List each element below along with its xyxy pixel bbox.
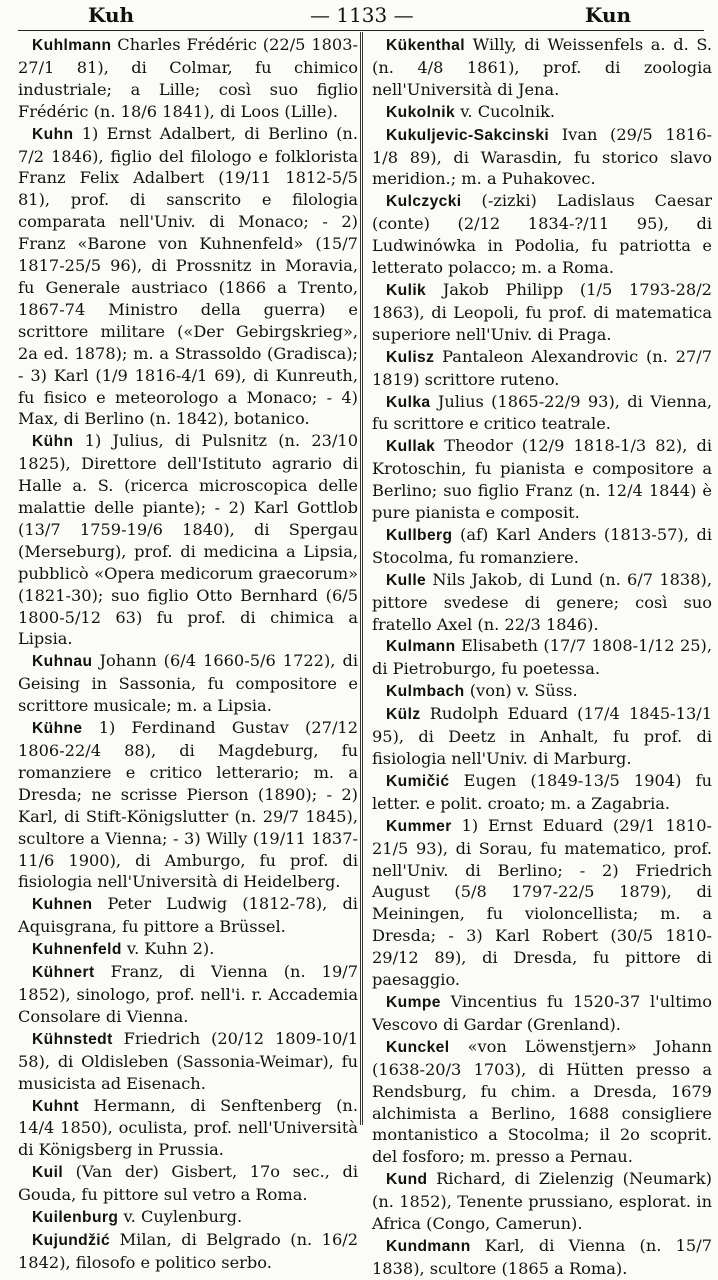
dictionary-entry bbox=[18, 961, 358, 1028]
column-divider bbox=[360, 32, 363, 1125]
page-header bbox=[0, 0, 718, 30]
dictionary-entry bbox=[18, 1229, 358, 1274]
entry-headword: Kullberg bbox=[386, 526, 453, 544]
entry-headword: Kuhnt bbox=[32, 1097, 80, 1115]
entry-text: Peter Ludwig (1812-78), di Aquisgrana, fu pittore a Brüssel. bbox=[18, 894, 358, 937]
dictionary-entry bbox=[372, 190, 712, 279]
dictionary-entry bbox=[18, 34, 358, 123]
entry-text: Hermann, di Senftenberg (n. 14/4 1850), oculista, prof. nell'Università di Königsberg in Prussia. bbox=[18, 1095, 358, 1160]
entry-headword: Kühnstedt bbox=[32, 1030, 113, 1048]
entry-text: Elisabeth (17/7 1808-1/12 25), di Pietroburgo, fu poetessa. bbox=[372, 636, 712, 679]
dictionary-entry bbox=[372, 279, 712, 346]
entry-headword: Kuhnau bbox=[32, 653, 93, 671]
entry-text: Theodor (12/9 1818-1/3 82), di Krotoschin, fu pianista e compositore a Berlino; suo figlio Franz (n. 12/4 1844) è pure pianista e composit. bbox=[372, 436, 712, 523]
entry-headword: Kund bbox=[386, 1171, 428, 1189]
entry-text: Karl, di Vienna (n. 15/7 1838), scultore (1865 a Roma). bbox=[372, 1235, 712, 1278]
entry-text: Julius (1865-22/9 93), di Vienna, fu scrittore e critico teatrale. bbox=[372, 391, 712, 434]
dictionary-entry bbox=[18, 717, 358, 893]
entry-headword: Kujundžić bbox=[32, 1231, 111, 1249]
entry-text: 1) Ernst Adalbert, di Berlino (n. 7/2 1846), figlio del filologo e folklorista Franz Felix Adalbert (19/11 1812-5/5 81), prof. di sanscrito e filologia comparata nell'Univ. di Monaco; - 2) Franz «Barone von Kuhnenfeld» (15/7 1817-25/5 96), di Prossnitz in Moravia, fu Generale austriaco (1866 a Trento, 1867-74 Ministro della guerra) e scrittore militare («Der Gebirgskrieg», 2a ed. 1878); m. a Strassoldo (Gradisca); - 3) Karl (1/9 1816-4/1 69), di Kunreuth, fu fisico e meteorologo a Monaco; - 4) Max, di Berlino (n. 1842), botanico. bbox=[18, 123, 358, 429]
dictionary-entry bbox=[18, 938, 358, 961]
entry-text: Franz, di Vienna (n. 19/7 1852), sinologo, prof. nell'i. r. Accademia Consolare di Vienna. bbox=[18, 962, 358, 1026]
page-number: — 1133 — bbox=[310, 3, 414, 27]
dictionary-entry bbox=[18, 1028, 358, 1095]
dictionary-entry bbox=[372, 1235, 712, 1280]
entry-text: (af) Karl Anders (1813-57), di Stocolma, fu romanziere. bbox=[372, 524, 712, 567]
entry-text: 1) Ernst Eduard (29/1 1810-21/5 93), di Sorau, fu matematico, prof. nell'Univ. di Berlino; - 2) Friedrich August (5/8 1797-22/5 1879), di Meiningen, fu violoncellista; m. a Dresda; - 3) Karl Robert (30/5 1810-29/12 89), di Dresda, fu pittore di paesaggio. bbox=[372, 815, 712, 990]
entry-text: Willy, di Weissenfels a. d. S. (n. 4/8 1861), prof. di zoologia nell'Università di Jena. bbox=[372, 35, 712, 99]
entry-headword: Kunckel bbox=[386, 1038, 450, 1056]
entry-headword: Kukuljevic-Sakcinski bbox=[386, 126, 550, 144]
entry-text: (Van der) Gisbert, 17o sec., di Gouda, fu pittore sul vetro a Roma. bbox=[18, 1162, 358, 1205]
dictionary-entry bbox=[18, 430, 358, 650]
entry-text: Ivan (29/5 1816-1/8 89), di Warasdin, fu storico slavo meridion.; m. a Puhakovec. bbox=[372, 124, 712, 189]
dictionary-entry bbox=[372, 101, 712, 124]
entry-headword: Kükenthal bbox=[386, 37, 465, 54]
dictionary-entry bbox=[372, 435, 712, 524]
dictionary-entry bbox=[372, 524, 712, 569]
dictionary-entry bbox=[372, 991, 712, 1036]
entry-headword: Kuhnenfeld bbox=[32, 941, 122, 959]
entry-text: Nils Jakob, di Lund (n. 6/7 1838), pittore svedese di genere; così suo fratello Axel (n. 22/3 1846). bbox=[372, 569, 712, 634]
entry-headword: Kumpe bbox=[386, 993, 441, 1011]
dictionary-entry bbox=[18, 1095, 358, 1162]
dictionary-entry bbox=[372, 124, 712, 191]
dictionary-entry bbox=[372, 635, 712, 680]
dictionary-entry bbox=[372, 346, 712, 391]
entry-text: Charles Frédéric (22/5 1803-27/1 81), di Colmar, fu chimico industriale; a Lille; così suo figlio Frédéric (n. 18/6 1841), di Loos (Lille). bbox=[18, 35, 358, 121]
entry-headword: Kuhn bbox=[32, 125, 74, 143]
entry-text: Jakob Philipp (1/5 1793-28/2 1863), di Leopoli, fu prof. di matematica superiore nell'Univ. di Praga. bbox=[372, 279, 712, 344]
entry-headword: Kühn bbox=[32, 433, 74, 451]
entry-text: Richard, di Zielenzig (Neumark) (n. 1852), Tenente prussiano, esplorat. in Africa (Congo, Camerun). bbox=[372, 1169, 712, 1234]
entry-text: (von) v. Süss. bbox=[464, 681, 578, 701]
dictionary-entry bbox=[372, 770, 712, 815]
dictionary-entry bbox=[372, 34, 712, 101]
entry-text: (-zizki) Ladislaus Caesar (conte) (2/12 1834-?/11 95), di Ludwinówka in Podolia, fu patriotta e letterato polacco; m. a Roma. bbox=[372, 191, 712, 278]
entry-text: v. Cuylenburg. bbox=[118, 1207, 243, 1227]
entry-headword: Kulle bbox=[386, 571, 427, 589]
header-rule bbox=[18, 30, 704, 31]
left-column bbox=[18, 34, 358, 1272]
entry-text: Vincentius fu 1520-37 l'ultimo Vescovo di Gardar (Grenland). bbox=[372, 991, 712, 1034]
dictionary-entry bbox=[372, 1036, 712, 1168]
dictionary-entry bbox=[18, 1206, 358, 1229]
entry-text: «von Löwenstjern» Johann (1638-20/3 1703), di Hütten presso a Rendsburg, fu chim. a Dresda, 1679 alchimista a Berlino, 1688 consigliere montanistico a Stocolma; il 2o scoprit. del fosforo; m. presso a Pernau. bbox=[372, 1036, 712, 1167]
dictionary-entry bbox=[372, 391, 712, 436]
entry-text: Friedrich (20/12 1809-10/1 58), di Oldisleben (Sassonia-Weimar), fu musicista ad Eisenach. bbox=[18, 1028, 358, 1093]
header-left-headword: Kuh bbox=[88, 3, 135, 27]
entry-headword: Kumičić bbox=[386, 772, 450, 790]
dictionary-entry bbox=[372, 1168, 712, 1235]
entry-text: Pantaleon Alexandrovic (n. 27/7 1819) scrittore ruteno. bbox=[372, 346, 712, 389]
entry-headword: Kuilenburg bbox=[32, 1209, 119, 1227]
entry-text: 1) Julius, di Pulsnitz (n. 23/10 1825), Direttore dell'Istituto agrario di Halle a. S. (ricerca microscopica delle malattie delle piante); - 2) Karl Gottlob (13/7 1759-19/6 1840), di Spergau (Merseburg), prof. di medicina a Lipsia, pubblicò «Opera medicorum graecorum» (1821-30); suo figlio Otto Bernhard (6/5 1800-5/12 63) fu prof. di chimica a Lipsia. bbox=[18, 431, 358, 649]
entry-headword: Külz bbox=[386, 706, 421, 724]
entry-headword: Kuhlmann bbox=[32, 37, 112, 54]
dictionary-entry bbox=[372, 569, 712, 636]
entry-headword: Kummer bbox=[386, 817, 452, 835]
dictionary-entry bbox=[18, 650, 358, 717]
entry-text: v. Kuhn 2). bbox=[121, 939, 215, 959]
entry-headword: Kulisz bbox=[386, 348, 435, 366]
entry-headword: Kukolnik bbox=[386, 103, 456, 121]
entry-headword: Kuil bbox=[32, 1164, 64, 1182]
entry-headword: Kühne bbox=[32, 720, 83, 738]
entry-text: 1) Ferdinand Gustav (27/12 1806-22/4 88), di Magdeburg, fu romanziere e critico letterario; m. a Dresda; ne scrisse Pierson (1890); - 2) Karl, di Stift-Königslutter (n. 29/7 1845), scultore a Vienna; - 3) Willy (19/11 1837-11/6 1900), di Amburgo, fu prof. di fisiologia nell'Università di Heidelberg. bbox=[18, 718, 358, 892]
entry-headword: Kulka bbox=[386, 393, 431, 411]
entry-headword: Kundmann bbox=[386, 1237, 471, 1255]
entry-headword: Kullak bbox=[386, 438, 436, 456]
entry-text: Milan, di Belgrado (n. 16/2 1842), filosofo e politico serbo. bbox=[18, 1229, 358, 1272]
dictionary-entry bbox=[372, 815, 712, 991]
entry-headword: Kulik bbox=[386, 281, 427, 299]
entry-headword: Kulczycki bbox=[386, 193, 462, 211]
dictionary-entry bbox=[18, 123, 358, 431]
dictionary-entry bbox=[372, 703, 712, 770]
entry-text: Johann (6/4 1660-5/6 1722), di Geising in Sassonia, fu compositore e scrittore musicale; m. a Lipsia. bbox=[18, 651, 358, 716]
right-column bbox=[372, 34, 712, 1278]
dictionary-entry bbox=[18, 893, 358, 938]
dictionary-entry bbox=[372, 680, 712, 703]
entry-headword: Kuhnen bbox=[32, 896, 93, 914]
entry-headword: Kühnert bbox=[32, 964, 95, 982]
entry-text: Rudolph Eduard (17/4 1845-13/1 95), di Deetz in Anhalt, fu prof. di fisiologia nell'Univ. di Marburg. bbox=[372, 704, 712, 768]
entry-headword: Kulmann bbox=[386, 638, 456, 656]
entry-text: Eugen (1849-13/5 1904) fu letter. e polit. croato; m. a Zagabria. bbox=[372, 770, 712, 813]
entry-headword: Kulmbach bbox=[386, 683, 465, 701]
header-right-headword: Kun bbox=[585, 3, 632, 27]
entry-text: v. Cucolnik. bbox=[455, 101, 556, 121]
dictionary-entry bbox=[18, 1161, 358, 1206]
